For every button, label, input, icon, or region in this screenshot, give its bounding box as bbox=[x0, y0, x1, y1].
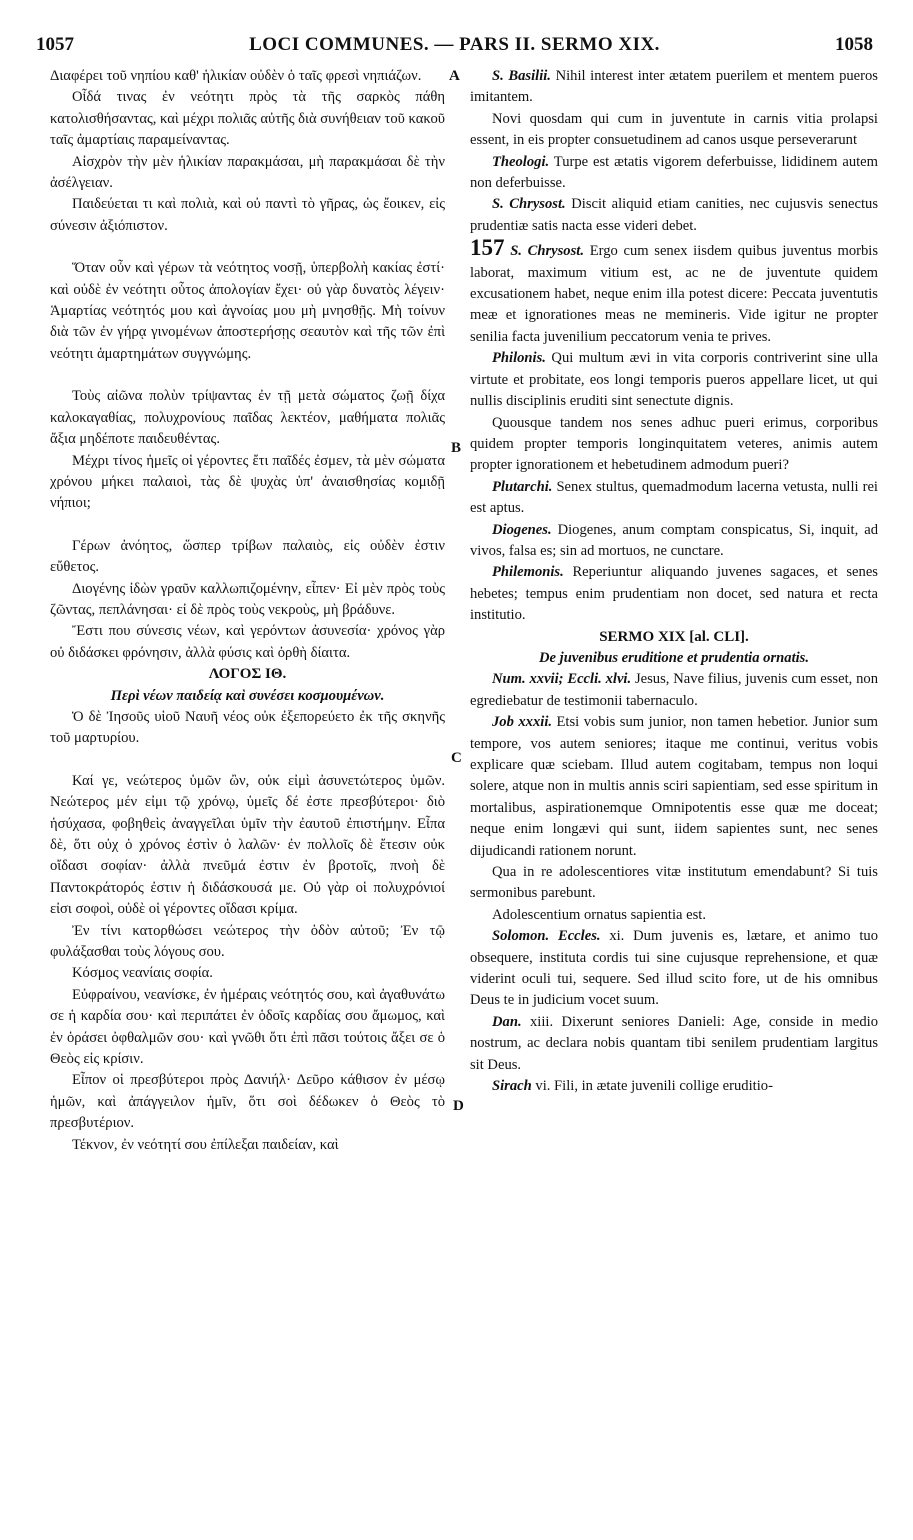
latin-text: Senex stultus, quemadmodum lacerna vetusta, nulli rei est aptus. bbox=[470, 478, 878, 517]
latin-paragraph: Adolescentium ornatus sapientia est. bbox=[492, 906, 706, 923]
latin-paragraph: Quousque tandem nos senes adhuc pueri erimus, corporibus quidem propter temporis longinquitatem veteres, animis autem propter ignorationem et hebetudinem admodum pueri? bbox=[470, 414, 878, 474]
source-attribution: S. Basilii. bbox=[492, 68, 551, 84]
scripture-reference: Sirach bbox=[492, 1078, 532, 1095]
greek-paragraph: Ὅταν οὖν καὶ γέρων τὰ νεότητος νοσῇ, ὑπερβολὴ κακίας ἐστί· καὶ οὐδὲ ἐν νεότητι οὗτος ἀπολογίαν ἔχει· οὐ γὰρ δυνατὸς λέγειν· Ἁμαρτίας νεότητός μου καὶ ἀγνοίας μου μὴ μνησθῇς. Μὴ τοίνυν διὰ τῶν ἐν γήρᾳ γινομένων ἀποστερήσῃς σεαυτὸν καὶ τῆς τῶν ἐπὶ νεότητι ἁμαρτημάτων συγγνώμης. bbox=[50, 260, 445, 362]
page-header bbox=[36, 34, 873, 60]
latin-paragraph bbox=[470, 477, 878, 520]
latin-paragraph bbox=[470, 194, 878, 237]
greek-sermo-subtitle: Περὶ νέων παιδείᾳ καὶ συνέσει κοσμουμένων. bbox=[110, 687, 385, 704]
latin-text: Ergo cum senex iisdem quibus juventus morbis laborat, maximum vitium est, ac ne de juventute quidem excusationem habet, neque enim illa potest dicere: Peccata juventutis meæ et ignorationes meas ne memineris. Vide igitur ne propter senilia facta juvenilium peccatorum venia te prives. bbox=[470, 243, 879, 345]
running-title: LOCI COMMUNES. — PARS II. SERMO XIX. bbox=[249, 34, 660, 55]
latin-sermo-subtitle: De juvenibus eruditione et prudentia ornatis. bbox=[538, 649, 810, 666]
latin-sermo-title: SERMO XIX [al. CLI]. bbox=[599, 628, 749, 645]
greek-paragraph: Διογένης ἰδὼν γραῦν καλλωπιζομένην, εἶπεν· Εἰ μὲν πρὸς τοὺς ζῶντας, πεπλάνησαι· εἰ δὲ πρὸς τοὺς νεκροὺς, μὴ βράδυνε. bbox=[50, 580, 445, 618]
latin-text: Jesus, Nave filius, juvenis cum esset, non egrediebatur de testimonii tabernaculo. bbox=[470, 671, 878, 709]
latin-paragraph bbox=[470, 926, 878, 1012]
latin-paragraph bbox=[470, 669, 878, 712]
greek-paragraph: Κόσμος νεανίαις σοφία. bbox=[72, 965, 213, 982]
latin-text: xi. Dum juvenis es, lætare, et animo tuo obsequere, instituta cordis tui sine cujusque reprehensione, et quæ viderint oculi tui, sequere. Sed illud scito fore, ut de his omnibus Deus te in judicium vocet suum. bbox=[470, 928, 879, 1009]
greek-paragraph: Μέχρι τίνος ἡμεῖς οἱ γέροντες ἔτι παῖδές ἐσμεν, τὰ μὲν σώματα χρόνου μήκει παλαιοὶ, τὰς δὲ ψυχὰς ὑπ' ἀναισθησίας κομιδῇ νήπιοι; bbox=[50, 452, 445, 512]
section-marker-d: D bbox=[453, 1098, 464, 1114]
latin-paragraph bbox=[470, 712, 878, 862]
source-attribution: Plutarchi. bbox=[492, 478, 553, 495]
latin-paragraph bbox=[470, 348, 878, 412]
source-attribution: Theologi. bbox=[492, 153, 550, 170]
source-attribution: S. Chrysost. bbox=[492, 196, 566, 213]
greek-paragraph: Ὁ δὲ Ἰησοῦς υἱοῦ Ναυῆ νέος οὐκ ἐξεπορεύετο ἐκ τῆς σκηνῆς τοῦ μαρτυρίου. bbox=[50, 708, 445, 747]
greek-column bbox=[50, 66, 445, 1156]
greek-paragraph: Τέκνον, ἐν νεότητί σου ἐπίλεξαι παιδείαν, καὶ bbox=[72, 1136, 339, 1153]
greek-paragraph: Αἰσχρὸν τὴν μὲν ἡλικίαν παρακμάσαι, μὴ παρακμάσαι δὲ τὴν ἀσέλγειαν. bbox=[50, 153, 445, 192]
latin-paragraph: Qua in re adolescentiores vitæ institutum emendabunt? Si tuis sermonibus parebunt. bbox=[470, 864, 878, 902]
latin-paragraph bbox=[470, 66, 878, 109]
greek-paragraph: Εἶπον οἱ πρεσβύτεροι πρὸς Δανιήλ· Δεῦρο κάθισον ἐν μέσῳ ἡμῶν, καὶ ἀπάγγειλον ἡμῖν, ὅτι σοὶ δέδωκεν ὁ Θεὸς τὸ πρεσβυτέριον. bbox=[50, 1072, 445, 1132]
greek-paragraph: Διαφέρει τοῦ νηπίου καθ' ἡλικίαν οὐδὲν ὁ ταῖς φρεσὶ νηπιάζων. bbox=[50, 68, 422, 84]
latin-text: Etsi vobis sum junior, non tamen hebetior. Junior sum tempore, vos autem seniores; itaque me continui, veritus vobis explicare quæ sciebam. Illud autem cogitabam, tempus non loqui solere, atque non in multis annis sciri sapientiam, sed esse spiritum in mortalibus, aspirationemque Omnipotentis esse quæ me doceat; neque enim longævi qui sunt, iidem sapientes sunt, nec senes dijudicandi rationem norunt. bbox=[470, 714, 878, 859]
section-marker-a: A bbox=[449, 68, 460, 84]
greek-paragraph: Παιδεύεται τι καὶ πολιὰ, καὶ οὐ παντὶ τὸ γῆρας, ὡς ἔοικεν, εἰς σύνεσιν ἀξιόπιστον. bbox=[50, 196, 445, 234]
latin-paragraph bbox=[470, 237, 878, 348]
greek-sermo-title: ΛΟΓΟΣ ΙΘ. bbox=[208, 666, 287, 683]
scripture-reference: Num. xxvii; Eccli. xlvi. bbox=[492, 671, 632, 688]
scripture-reference: Job xxxii. bbox=[492, 714, 553, 731]
latin-text: Reperiuntur aliquando juvenes sagaces, et senes hebetes; tempus enim prudentiam non docet, sed natura et recta institutio. bbox=[470, 564, 878, 624]
scripture-reference: Solomon. Eccles. bbox=[492, 928, 601, 945]
latin-column bbox=[470, 66, 878, 1098]
section-marker-b: B bbox=[451, 440, 462, 456]
latin-paragraph bbox=[470, 520, 878, 563]
latin-text: Diogenes, anum comptam conspicatus, Si, inquit, ad vivos, falsa es; sin ad mortuos, ne cunctare. bbox=[470, 521, 878, 559]
latin-paragraph bbox=[470, 1076, 878, 1097]
latin-paragraph bbox=[470, 152, 878, 195]
latin-text: Discit aliquid etiam canities, nec cujusvis senectus prudentiæ satis nacta esse videri debet. bbox=[470, 196, 878, 234]
page-number-right: 1058 bbox=[835, 34, 873, 55]
page-number-left: 1057 bbox=[36, 34, 74, 55]
latin-text: Turpe est ætatis vigorem deferbuisse, lididinem autem non deferbuisse. bbox=[470, 153, 878, 192]
latin-text: Nihil interest inter ætatem puerilem et mentem pueros imitantem. bbox=[470, 68, 878, 106]
latin-text: Qui multum ævi in vita corporis contriverint sine ulla virtute et probitate, eos longi temporis pueros appellare licet, ut qui nullis disciplinis eruditi sint senectute dignis. bbox=[470, 350, 878, 410]
latin-paragraph: Novi quosdam qui cum in juventute in carnis vitia prolapsi essent, in eis propter consuetudinem ad canos usque perseverarunt bbox=[470, 110, 878, 149]
greek-paragraph: Καί γε, νεώτερος ὑμῶν ὢν, οὐκ εἰμὶ ἀσυνετώτερος ὑμῶν. Νεώτερος μέν εἰμι τῷ χρόνῳ, ὑμεῖς δέ ἐστε πρεσβύτεροι· διὸ ἡσύχασα, φοβηθεὶς ἀναγγεῖλαι ὑμῖν τὴν ἐαυτοῦ ἐπιστήμην. Εἶπα δὲ, ὅτι οὐχ ὁ χρόνος ἐστὶν ὁ λαλῶν· ἐν πολλοῖς δὲ ἔτεσιν οὐκ οἴδασι σοφίαν· ἀλλὰ πνεῦμά ἐστιν ἐν βροτοῖς, πνοὴ δὲ Παντοκράτορός ἐστιν ἡ διδάσκουσά με. Οὐ γὰρ οἱ πολυχρόνιοί εἰσι σοφοὶ, οὐδὲ οἱ γέροντες οἴδασι κρίμα. bbox=[50, 772, 445, 918]
greek-paragraph: Εὐφραίνου, νεανίσκε, ἐν ἡμέραις νεότητός σου, καὶ ἀγαθυνάτω σε ἡ καρδία σου· καὶ περιπάτει ἐν ὁδοῖς καρδίας σου ἄμωμος, καὶ ἐν ὁράσει ὀφθαλμῶν σου· καὶ γνῶθι ὅτι ἐπὶ πᾶσι τούτοις ἄξει σε ὁ Θεὸς εἰς κρίσιν. bbox=[50, 986, 445, 1068]
latin-paragraph bbox=[470, 562, 878, 626]
greek-paragraph: Τοὺς αἰῶνα πολὺν τρίψαντας ἐν τῇ μετὰ σώματος ζωῇ δίχα καλοκαγαθίας, πολυχρονίους παῖδας λεκτέον, μαθήματα πολιᾶς ἄξια μηδέποτε παιδευθέντας. bbox=[50, 388, 445, 448]
scripture-reference: Dan. bbox=[492, 1013, 522, 1030]
section-marker-c: C bbox=[451, 750, 462, 766]
source-attribution: Philonis. bbox=[492, 350, 546, 367]
latin-text: vi. Fili, in ætate juvenili collige eruditio- bbox=[535, 1078, 773, 1095]
source-attribution: Philemonis. bbox=[492, 564, 564, 581]
source-attribution: Diogenes. bbox=[492, 521, 552, 538]
section-number: 157 bbox=[470, 235, 505, 261]
greek-paragraph: Οἶδά τινας ἐν νεότητι πρὸς τὰ τῆς σαρκὸς πάθη κατολισθήσαντας, καὶ μέχρι πολιᾶς αὐτῆς διὰ συνήθειαν τοῦ κακοῦ ταῖς ἁμαρτίαις παραμείναντας. bbox=[50, 89, 445, 149]
latin-text: xiii. Dixerunt seniores Danieli: Age, considе in medio nostrum, ac declara nobis quantam tibi senilem prudentiam largitus sit Deus. bbox=[470, 1013, 878, 1073]
greek-paragraph: Ἔστι που σύνεσις νέων, καὶ γερόντων ἀσυνεσία· χρόνος γὰρ οὐ διδάσκει φρόνησιν, ἀλλὰ φύσις καὶ ὀρθὴ δίαιτα. bbox=[50, 623, 445, 661]
latin-paragraph bbox=[470, 1012, 878, 1076]
greek-paragraph: Γέρων ἀνόητος, ὥσπερ τρίβων παλαιὸς, εἰς οὐδὲν ἐστιν εὔθετος. bbox=[50, 537, 445, 576]
greek-paragraph: Ἐν τίνι κατορθώσει νεώτερος τὴν ὁδὸν αὐτοῦ; Ἐν τῷ φυλάξασθαι τοὺς λόγους σου. bbox=[50, 922, 445, 961]
source-attribution: S. Chrysost. bbox=[510, 243, 584, 260]
